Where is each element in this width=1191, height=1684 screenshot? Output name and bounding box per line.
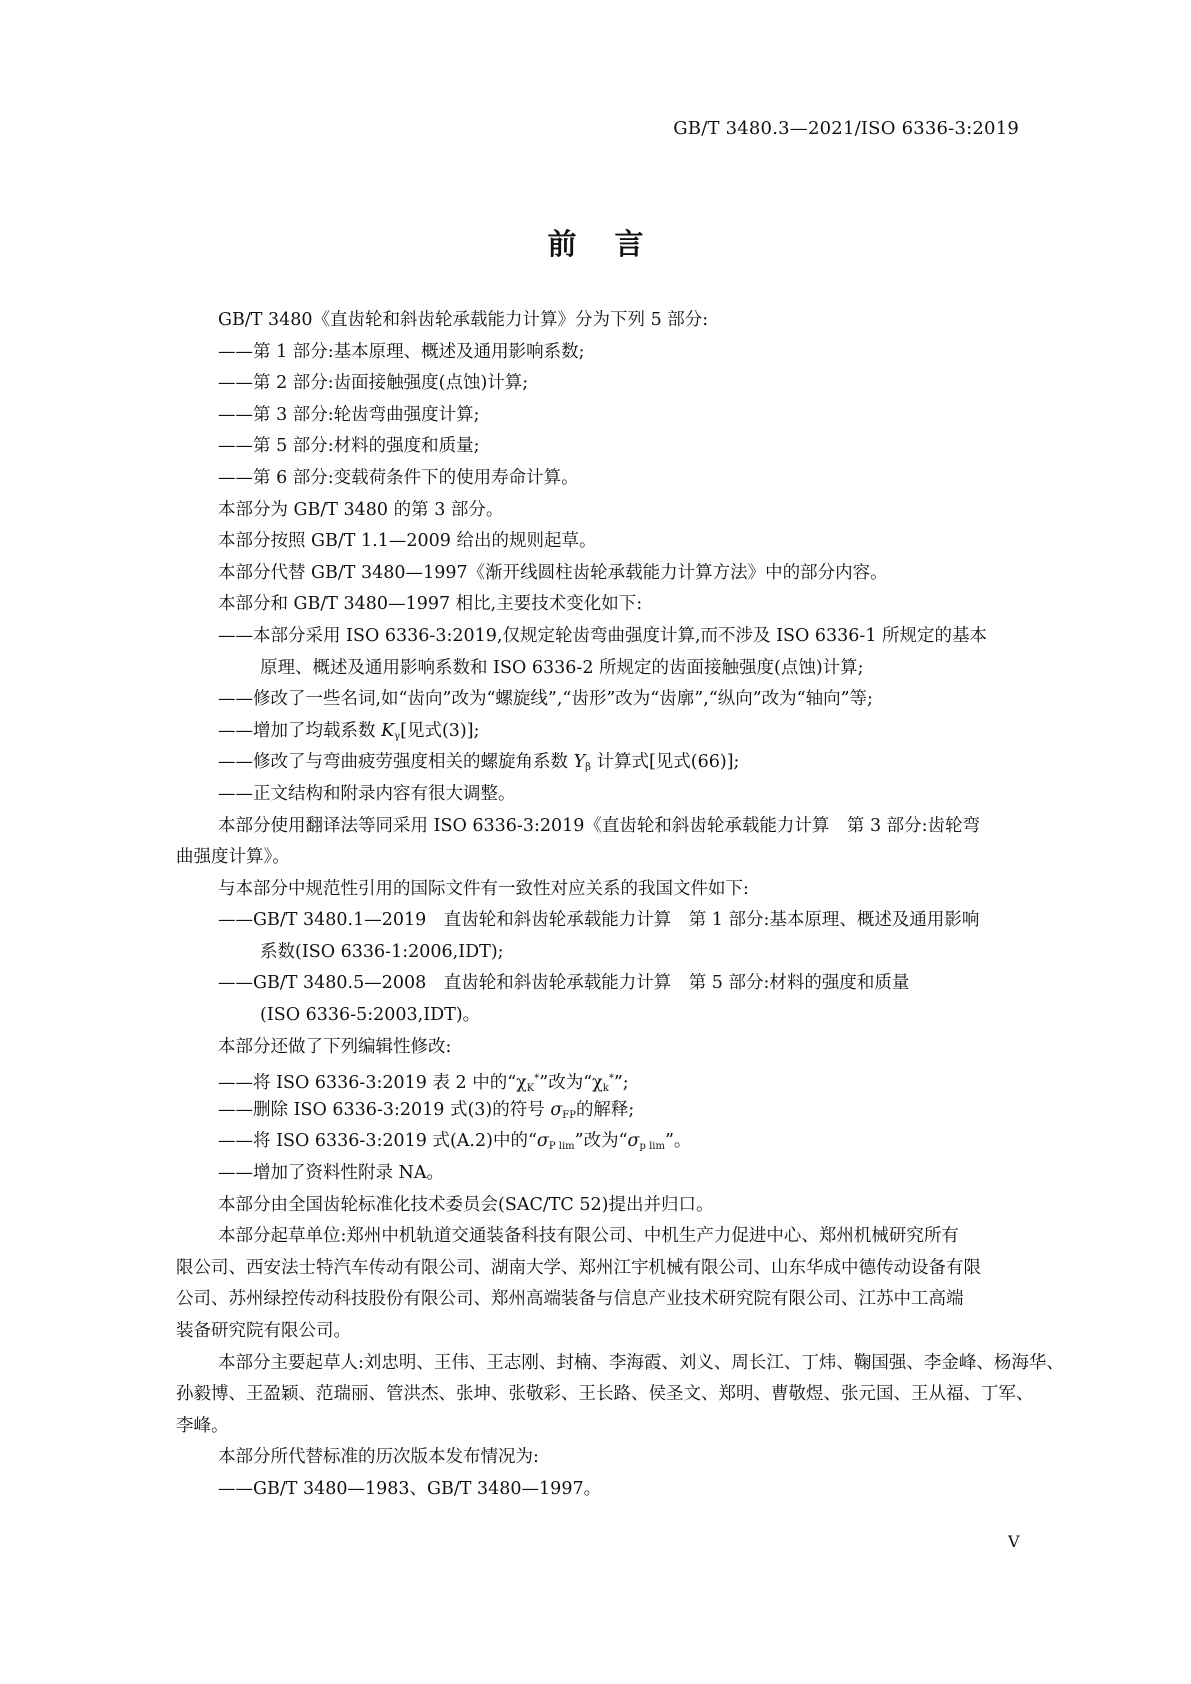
list-item-edit-2: ——删除 ISO 6336-3:2019 式(3)的符号 $\sigma_{FP}$的解释;	[218, 1099, 635, 1121]
list-item-change-4: ——修改了与弯曲疲劳强度相关的螺旋角系数 $Y_\beta$ 计算式[见式(66)];	[218, 752, 740, 774]
paragraph-replaces: 本部分代替 GB/T 3480—1997《渐开线圆柱齿轮承载能力计算方法》中的部分内容。	[218, 562, 888, 583]
page-title: 前言	[547, 227, 682, 261]
list-item-change-1-continued: 原理、概述及通用影响系数和 ISO 6336-2 所规定的齿面接触强度(点蚀)计算;	[260, 657, 864, 678]
paragraph-changes-intro: 本部分和 GB/T 3480—1997 相比,主要技术变化如下:	[218, 594, 643, 615]
paragraph-editorial-intro: 本部分还做了下列编辑性修改:	[218, 1036, 452, 1057]
paragraph-drafters-line-3: 李峰。	[176, 1415, 229, 1436]
standard-number-header: GB/T 3480.3—2021/ISO 6336-3:2019	[673, 118, 1019, 139]
paragraph-drafting-units-line-3: 公司、苏州绿控传动科技股份有限公司、郑州高端装备与信息产业技术研究院有限公司、江苏中工高端	[176, 1289, 964, 1310]
list-item-change-3: ——增加了均载系数 $K_\gamma$[见式(3)];	[218, 720, 480, 742]
list-item-part-5: ——第 5 部分:材料的强度和质量;	[218, 436, 480, 457]
foreword-body	[176, 305, 1064, 1506]
list-item-part-3: ——第 3 部分:轮齿弯曲强度计算;	[218, 404, 480, 425]
list-item-reference-1: ——GB/T 3480.1—2019 直齿轮和斜齿轮承载能力计算 第 1 部分:基本原理、概述及通用影响	[218, 910, 980, 931]
paragraph-drafting-units: 本部分起草单位:郑州中机轨道交通装备科技有限公司、中机生产力促进中心、郑州机械研究所有	[218, 1226, 959, 1247]
list-item-edit-4: ——增加了资料性附录 NA。	[218, 1163, 445, 1184]
paragraph-parts-intro: GB/T 3480《直齿轮和斜齿轮承载能力计算》分为下列 5 部分:	[218, 310, 709, 330]
list-item-reference-1-continued: 系数(ISO 6336-1:2006,IDT);	[260, 941, 504, 962]
list-item-edit-1: ——将 ISO 6336-3:2019 表 2 中的“$\chi_K^*$”改为“$\chi_k^*$”;	[218, 1073, 629, 1095]
list-item-part-2: ——第 2 部分:齿面接触强度(点蚀)计算;	[218, 373, 529, 394]
list-item-part-6: ——第 6 部分:变载荷条件下的使用寿命计算。	[218, 467, 579, 488]
paragraph-history-intro: 本部分所代替标准的历次版本发布情况为:	[218, 1447, 539, 1468]
paragraph-part-number: 本部分为 GB/T 3480 的第 3 部分。	[218, 499, 504, 520]
paragraph-drafting-rules: 本部分按照 GB/T 1.1—2009 给出的规则起草。	[218, 531, 597, 552]
list-item-edit-3: ——将 ISO 6336-3:2019 式(A.2)中的“$\sigma_{P lim}$”改为“$\sigma_{p lim}$”。	[218, 1131, 692, 1153]
paragraph-adoption: 本部分使用翻译法等同采用 ISO 6336-3:2019《直齿轮和斜齿轮承载能力计算 第 3 部分:齿轮弯	[218, 815, 981, 836]
list-item-history: ——GB/T 3480—1983、GB/T 3480—1997。	[218, 1478, 602, 1499]
list-item-change-2: ——修改了一些名词,如“齿向”改为“螺旋线”,“齿形”改为“齿廓”,“纵向”改为“轴向”等;	[218, 689, 873, 710]
paragraph-drafters: 本部分主要起草人:刘忠明、王伟、王志刚、封楠、李海霞、刘义、周长江、丁炜、鞠国强、李金峰、杨海华、	[218, 1352, 1064, 1373]
list-item-reference-2-continued: (ISO 6336-5:2003,IDT)。	[260, 1005, 481, 1026]
list-item-reference-2: ——GB/T 3480.5—2008 直齿轮和斜齿轮承载能力计算 第 5 部分:材料的强度和质量	[218, 973, 910, 994]
list-item-part-1: ——第 1 部分:基本原理、概述及通用影响系数;	[218, 341, 585, 362]
list-item-change-1: ——本部分采用 ISO 6336-3:2019,仅规定轮齿弯曲强度计算,而不涉及 ISO 6336-1 所规定的基本	[218, 625, 988, 646]
paragraph-drafters-line-2: 孙毅博、王盈颖、范瑞丽、管洪杰、张坤、张敬彩、王长路、侯圣文、郑明、曹敬煜、张元国、王从福、丁军、	[176, 1384, 1034, 1405]
paragraph-adoption-continued: 曲强度计算》。	[176, 847, 290, 868]
paragraph-proposed-by: 本部分由全国齿轮标准化技术委员会(SAC/TC 52)提出并归口。	[218, 1194, 714, 1215]
list-item-change-5: ——正文结构和附录内容有很大调整。	[218, 783, 516, 804]
paragraph-drafting-units-line-4: 装备研究院有限公司。	[176, 1321, 351, 1341]
paragraph-drafting-units-line-2: 限公司、西安法士特汽车传动有限公司、湖南大学、郑州江宇机械有限公司、山东华成中德传动设备有限	[176, 1257, 981, 1278]
page-number: V	[1008, 1532, 1020, 1551]
paragraph-references-intro: 与本部分中规范性引用的国际文件有一致性对应关系的我国文件如下:	[218, 878, 749, 899]
